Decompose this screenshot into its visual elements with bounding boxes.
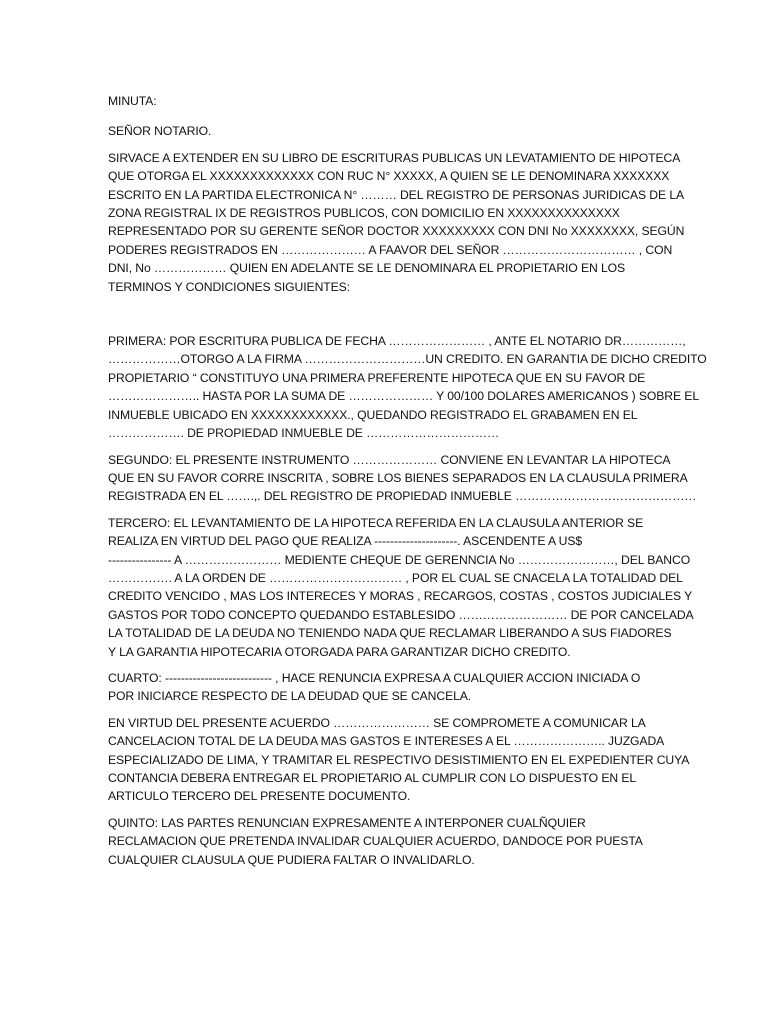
paragraph-tercero bbox=[108, 514, 694, 661]
paragraph-quinto bbox=[108, 814, 660, 869]
text-line: QUE OTORGA EL XXXXXXXXXXXXX CON RUC N° XXXXX, A QUIEN SE LE DENOMINARA XXXXXXX bbox=[108, 169, 670, 184]
text-line: ………………OTORGO A LA FIRMA …………………………UN CREDITO. EN GARANTIA DE DICHO CREDITO bbox=[108, 352, 707, 367]
text-line: TERMINOS Y CONDICIONES SIGUIENTES: bbox=[108, 279, 350, 294]
paragraph-cuarto bbox=[108, 669, 660, 706]
paragraph-primera bbox=[108, 332, 707, 442]
text-line: ………………. DE PROPIEDAD INMUEBLE DE …………………………… bbox=[108, 426, 500, 441]
text-line: POR INICIARCE RESPECTO DE LA DEUDAD QUE SE CANCELA. bbox=[108, 689, 472, 704]
text-line: SIRVACE A EXTENDER EN SU LIBRO DE ESCRITURAS PUBLICAS UN LEVATAMIENTO DE HIPOTECA bbox=[108, 150, 681, 165]
text-line: DNI, No ……………… QUIEN EN ADELANTE SE LE DENOMINARA EL PROPIETARIO EN LOS bbox=[108, 261, 626, 276]
text-line: RECLAMACION QUE PRETENDA INVALIDAR CUALQUIER ACUERDO, DANDOCE POR PUESTA bbox=[108, 834, 643, 849]
paragraph-en-virtud bbox=[108, 714, 690, 806]
text-line: ……………. A LA ORDEN DE …………………………… , POR EL CUAL SE CNACELA LA TOTALIDAD DEL bbox=[108, 570, 683, 585]
text-line: ESCRITO EN LA PARTIDA ELECTRONICA N° ……… DEL REGISTRO DE PERSONAS JURIDICAS DE LA bbox=[108, 187, 685, 202]
text-line: ---------------- A …………………… MEDIENTE CHEQUE DE GERENNCIA No ……………………, DEL BANCO bbox=[108, 552, 691, 567]
text-line: TERCERO: EL LEVANTAMIENTO DE LA HIPOTECA REFERIDA EN LA CLAUSULA ANTERIOR SE bbox=[108, 515, 644, 530]
text-line: GASTOS POR TODO CONCEPTO QUEDANDO ESTABLESIDO ……………………… DE POR CANCELADA bbox=[108, 607, 694, 622]
text-line: PROPIETARIO “ CONSTITUYO UNA PRIMERA PREFERENTE HIPOTECA QUE EN SU FAVOR DE bbox=[108, 370, 646, 385]
text-line: QUINTO: LAS PARTES RENUNCIAN EXPRESAMENTE A INTERPONER CUALÑQUIER bbox=[108, 815, 586, 830]
text-line: LA TOTALIDAD DE LA DEUDA NO TENIENDO NADA QUE RECLAMAR LIBERANDO A SUS FIADORES bbox=[108, 626, 672, 641]
salutation-text: SEÑOR NOTARIO. bbox=[108, 124, 212, 139]
text-line: ESPECIALIZADO DE LIMA, Y TRAMITAR EL RESPECTIVO DESISTIMIENTO EN EL EXPEDIENTER CUYA bbox=[108, 752, 690, 767]
text-line: REGISTRADA EN EL …….,. DEL REGISTRO DE PROPIEDAD INMUEBLE ……………………………………… bbox=[108, 489, 697, 504]
text-line: CUARTO: --------------------------- , HACE RENUNCIA EXPRESA A CUALQUIER ACCION INICIADA O bbox=[108, 670, 641, 685]
text-line: CUALQUIER CLAUSULA QUE PUDIERA FALTAR O INVALIDARLO. bbox=[108, 852, 475, 867]
text-line: REALIZA EN VIRTUD DEL PAGO QUE REALIZA ---------------------. ASCENDENTE A US$ bbox=[108, 534, 583, 549]
text-line: CONTANCIA DEBERA ENTREGAR EL PROPIETARIO AL CUMPLIR CON LO DISPUESTO EN EL bbox=[108, 771, 637, 785]
text-line: Y LA GARANTIA HIPOTECARIA OTORGADA PARA GARANTIZAR DICHO CREDITO. bbox=[108, 644, 571, 659]
text-line: ARTICULO TERCERO DEL PRESENTE DOCUMENTO. bbox=[108, 789, 411, 804]
paragraph-segundo bbox=[108, 451, 697, 506]
text-line: CANCELACION TOTAL DE LA DEUDA MAS GASTOS E INTERESES A EL ………………….. JUZGADA bbox=[108, 734, 665, 749]
text-line: PODERES REGISTRADOS EN ………………… A FAAVOR DEL SEÑOR …………………………… , CON bbox=[108, 242, 673, 257]
text-line: QUE EN SU FAVOR CORRE INSCRITA , SOBRE LOS BIENES SEPARADOS EN LA CLAUSULA PRIMERA bbox=[108, 470, 688, 485]
text-line: PRIMERA: POR ESCRITURA PUBLICA DE FECHA …………………… , ANTE EL NOTARIO DR……………, bbox=[108, 334, 686, 349]
document-heading bbox=[108, 92, 660, 110]
text-line: CREDITO VENCIDO , MAS LOS INTERECES Y MORAS , RECARGOS, COSTAS , COSTOS JUDICIALES Y bbox=[108, 589, 693, 604]
heading-text: MINUTA: bbox=[108, 94, 157, 108]
paragraph-intro bbox=[108, 149, 685, 296]
text-line: SEGUNDO: EL PRESENTE INSTRUMENTO ………………… CONVIENE EN LEVANTAR LA HIPOTECA bbox=[108, 452, 671, 467]
text-line: REPRESENTADO POR SU GERENTE SEÑOR DOCTOR XXXXXXXXX CON DNI No XXXXXXXX, SEGÚN bbox=[108, 224, 685, 239]
text-line: EN VIRTUD DEL PRESENTE ACUERDO …………………… SE COMPROMETE A COMUNICAR LA bbox=[108, 715, 646, 730]
document-body bbox=[108, 92, 707, 877]
text-line: ………………….. HASTA POR LA SUMA DE ………………… Y 00/100 DOLARES AMERICANOS ) SOBRE EL bbox=[108, 389, 699, 404]
text-line: INMUEBLE UBICADO EN XXXXXXXXXXXX., QUEDANDO REGISTRADO EL GRABAMEN EN EL bbox=[108, 407, 638, 422]
text-line: ZONA REGISTRAL IX DE REGISTROS PUBLICOS, CON DOMICILIO EN XXXXXXXXXXXXXX bbox=[108, 206, 620, 221]
salutation bbox=[108, 122, 660, 140]
